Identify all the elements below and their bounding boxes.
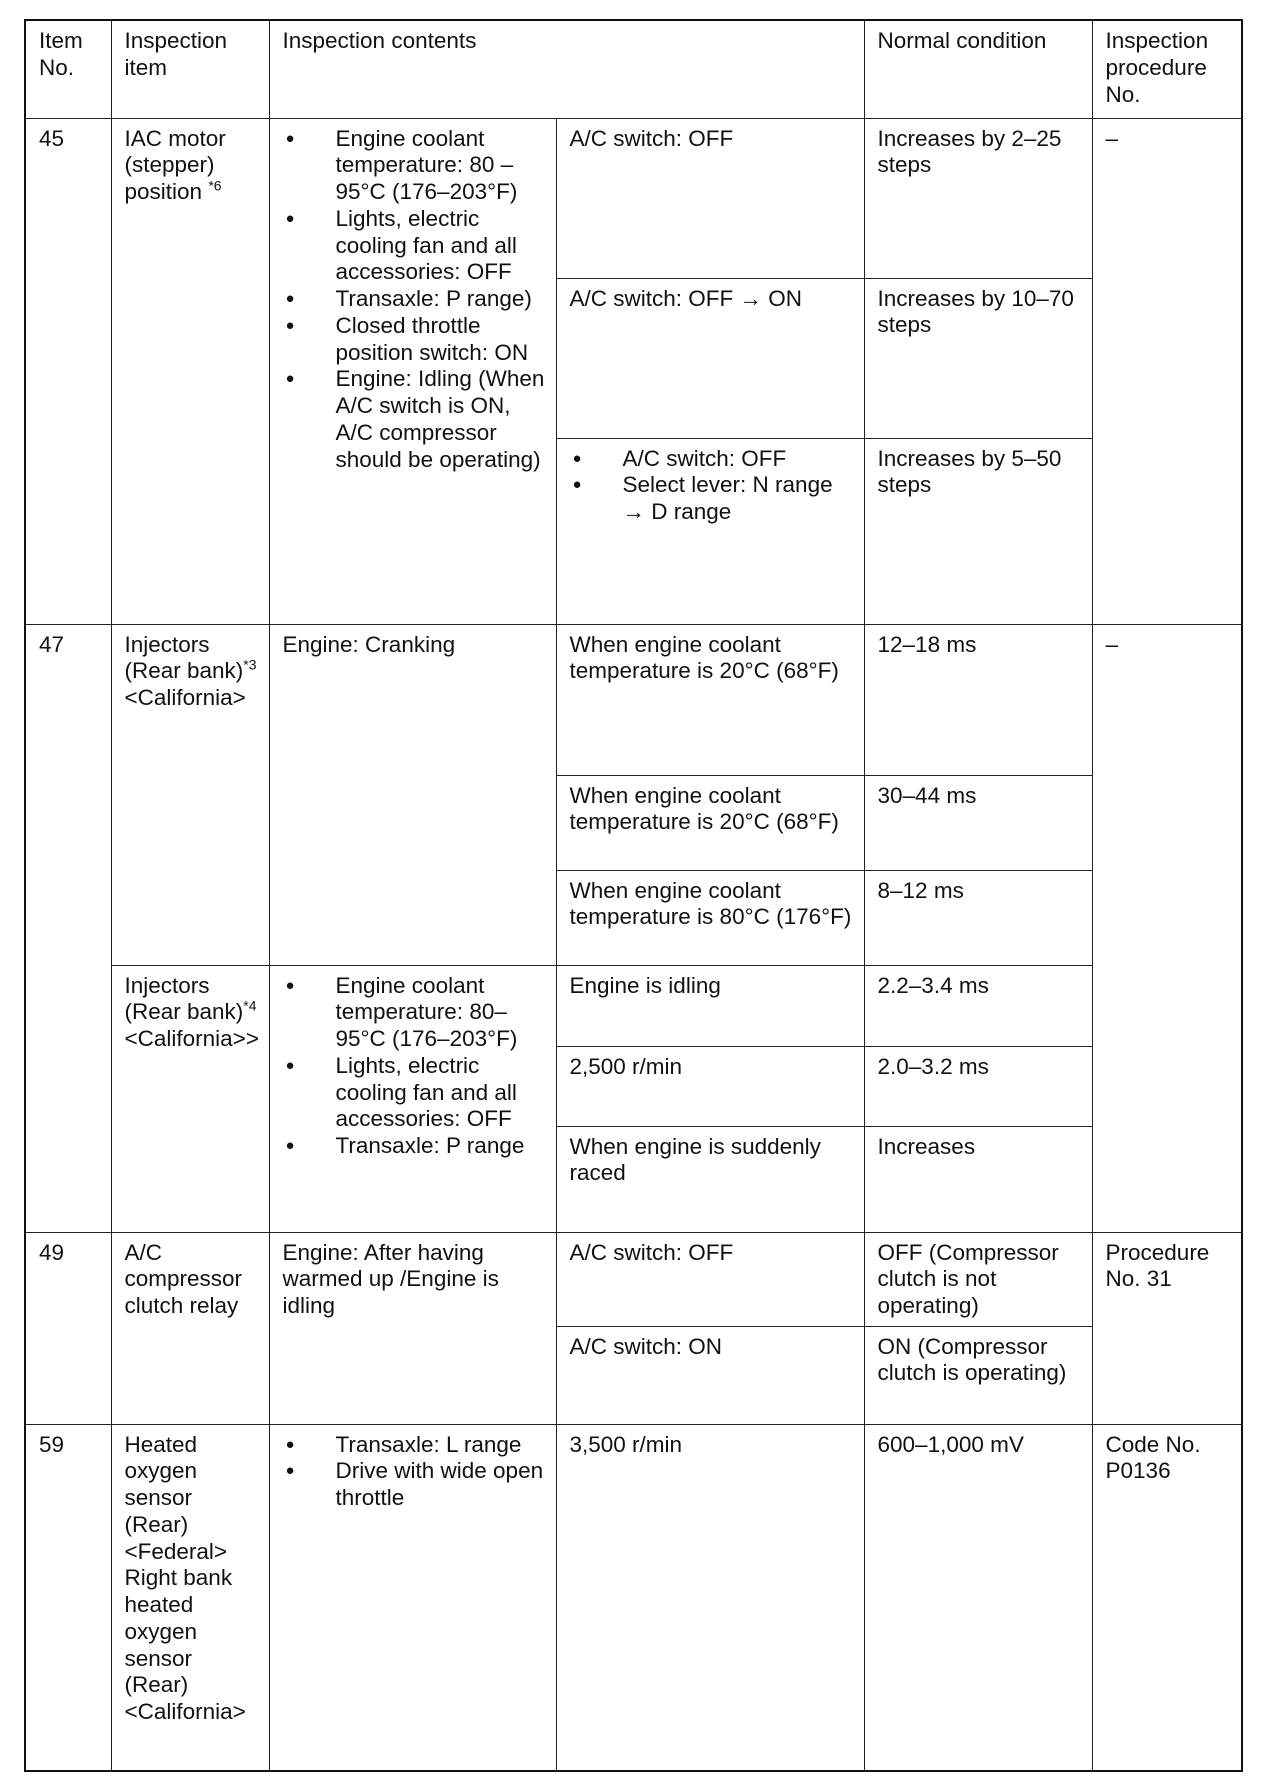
condition-cell: Engine is idling [556, 965, 864, 1046]
inspection-contents [269, 118, 556, 624]
normal-condition-cell: 2.0–3.2 ms [864, 1046, 1092, 1126]
procedure-cell: Code No. P0136 [1092, 1424, 1242, 1771]
item-label: Injectors (Rear bank) [124, 631, 244, 684]
normal-condition-cell: 2.2–3.4 ms [864, 965, 1092, 1046]
condition-cell: 2,500 r/min [556, 1046, 864, 1126]
table-row [25, 1424, 1242, 1771]
condition-cell: When engine coolant temperature is 80°C (176°F) [556, 870, 864, 965]
region-label: <California>> [124, 1026, 259, 1052]
list-item: ● Lights, electric cooling fan and all accessories: OFF [283, 1053, 546, 1133]
inspection-contents: Engine: Cranking [269, 624, 556, 965]
normal-condition-cell: 12–18 ms [864, 624, 1092, 775]
normal-condition-cell: Increases [864, 1126, 1092, 1232]
condition-cell: When engine is suddenly raced [556, 1126, 864, 1232]
inspection-item: A/C compressor clutch relay [111, 1232, 269, 1424]
footnote-mark: *4 [243, 997, 257, 1014]
condition-cell: A/C switch: OFF → ON [556, 278, 864, 438]
list-item: ● Select lever: N range → D range [570, 472, 854, 526]
list-item: ● Transaxle: L range [283, 1432, 546, 1459]
item-label: Injectors (Rear bank) [124, 972, 244, 1025]
inspection-contents: Engine: After having warmed up /Engine is idling [269, 1232, 556, 1424]
normal-condition-cell: OFF (Compressor clutch is not operating) [864, 1232, 1092, 1326]
inspection-item [111, 118, 269, 624]
procedure-cell: – [1092, 118, 1242, 624]
list-item: ● Closed throttle position switch: ON [283, 313, 546, 367]
footnote-mark: *3 [243, 656, 257, 673]
list-item: ● Transaxle: P range [283, 1133, 546, 1160]
list-item: ● Drive with wide open throttle [283, 1458, 546, 1512]
item-label: IAC motor (stepper) position [124, 125, 226, 205]
table-row [25, 965, 1242, 1046]
item-no: 59 [25, 1424, 111, 1771]
condition-cell: 3,500 r/min [556, 1424, 864, 1771]
normal-condition-cell: 8–12 ms [864, 870, 1092, 965]
table-row [25, 1232, 1242, 1326]
item-no: 49 [25, 1232, 111, 1424]
item-no: 45 [25, 118, 111, 624]
inspection-contents [269, 965, 556, 1232]
header-inspection-item: Inspection item [111, 20, 269, 118]
normal-condition-cell: 600–1,000 mV [864, 1424, 1092, 1771]
inspection-contents [269, 1424, 556, 1771]
list-item: ● Engine coolant temperature: 80–95°C (176–203°F) [283, 973, 546, 1053]
condition-cell: When engine coolant temperature is 20°C (68°F) [556, 775, 864, 870]
table-row [25, 624, 1242, 775]
table-row [25, 118, 1242, 278]
list-item: ● A/C switch: OFF [570, 446, 854, 473]
inspection-item [111, 965, 269, 1232]
inspection-item [111, 624, 269, 965]
inspection-item: Heated oxygen sensor (Rear) <Federal> Right bank heated oxygen sensor (Rear) <California> [111, 1424, 269, 1771]
condition-cell [556, 438, 864, 624]
footnote-mark: *6 [208, 177, 222, 194]
item-no: 47 [25, 624, 111, 1232]
normal-condition-cell: ON (Compressor clutch is operating) [864, 1326, 1092, 1424]
header-normal-condition: Normal condition [864, 20, 1092, 118]
normal-condition-cell: 30–44 ms [864, 775, 1092, 870]
list-item: ● Engine coolant temperature: 80 – 95°C (176–203°F) [283, 126, 546, 206]
list-item: ● Lights, electric cooling fan and all accessories: OFF [283, 206, 546, 286]
condition-cell: A/C switch: ON [556, 1326, 864, 1424]
condition-cell: A/C switch: OFF [556, 118, 864, 278]
procedure-cell: Procedure No. 31 [1092, 1232, 1242, 1424]
procedure-cell: – [1092, 624, 1242, 1232]
condition-cell: When engine coolant temperature is 20°C (68°F) [556, 624, 864, 775]
region-label: <California> [124, 685, 246, 711]
normal-condition-cell: Increases by 10–70 steps [864, 278, 1092, 438]
normal-condition-cell: Increases by 5–50 steps [864, 438, 1092, 624]
normal-condition-cell: Increases by 2–25 steps [864, 118, 1092, 278]
header-inspection-contents: Inspection contents [269, 20, 864, 118]
inspection-table [24, 19, 1243, 1772]
list-item: ● Transaxle: P range) [283, 286, 546, 313]
header-row [25, 20, 1242, 118]
condition-cell: A/C switch: OFF [556, 1232, 864, 1326]
header-item-no: Item No. [25, 20, 111, 118]
list-item: ● Engine: Idling (When A/C switch is ON, A/C compressor should be operating) [283, 366, 546, 473]
header-procedure-no: Inspection procedure No. [1092, 20, 1242, 118]
